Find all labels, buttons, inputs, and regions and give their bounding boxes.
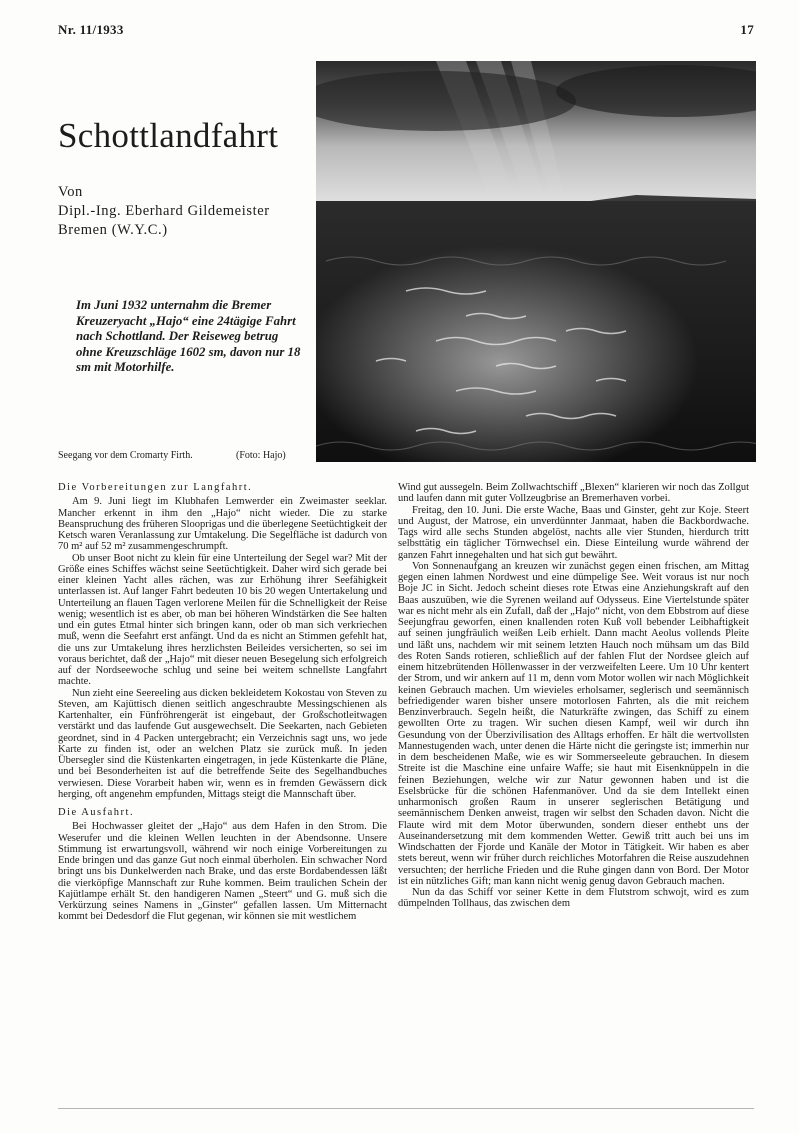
text-column-right	[398, 482, 749, 910]
paragraph: Bei Hochwasser gleitet der „Hajo“ aus dem Hafen in den Strom. Die Weserufer und die kleinen Wellen leuchten in der Abendsonne. Unsere Stimmung ist erwartungsvoll, während wir noch einige Vorbereitungen zu Ende bringen und das ganze Gut noch einmal überholen. Ein schwacher Nord bringt uns bis Dunkelwerden nach Brake, und das erste Bordabendessen läßt die vierköpfige Mannschaft zur Ruhe kommen. Beim traulichen Schein der Kajütlampe erhält St. den handigeren Namen „Steert“ und G. muß sich die Verkürzung seines Namens in „Ginster“ gefallen lassen. Um Mitternacht kommt bei Dedesdorf die Flut gegenan, wir können sie mit westlichem	[58, 821, 387, 923]
paragraph: Freitag, den 10. Juni. Die erste Wache, Baas und Ginster, geht zur Koje. Steert und August, der Matrose, ein unverdünnter Janmaat, haben die Backbordwache. Tags wird alle sechs Stunden abgelöst, nachts alle vier Stunden, hierdurch tritt selbsttätig ein täglicher Törnwechsel ein. Diese Einteilung wurde während der ganzen Fahrt innegehalten und hat sich gut bewährt.	[398, 504, 749, 561]
photo-caption: Seegang vor dem Cromarty Firth.	[58, 450, 193, 461]
byline-author: Dipl.-Ing. Eberhard Gildemeister	[58, 203, 270, 219]
article-title: Schottlandfahrt	[58, 116, 279, 155]
section-heading: Die Vorbereitungen zur Langfahrt.	[58, 482, 253, 493]
text-column-left	[58, 482, 387, 923]
page-number: 17	[740, 22, 754, 37]
byline-von: Von	[58, 184, 83, 200]
paragraph: Ob unser Boot nicht zu klein für eine Unterteilung der Segel war? Mit der Größe eines Schiffes wächst seine Seetüchtigkeit. Daher wird sich gerade bei einer kleinen Yacht alles rächen, was zur Erhöhung ihrer Seefähigkeit unterlassen ist. Auf langer Fahrt bedeuten 10 bis 20 wegen Untertakelung und Unterteilung an flauen Tagen verlorene Meilen für die Schnelligkeit der Reise wenig; wesentlich ist es aber, ob man bei höheren Windstärken die See halten und ein gutes Etmal hinter sich bringen kann, oder ob man sich verkriechen muß, wenn die Seefahrt erst anfängt. Und da es nicht an Stimmen gefehlt hat, die uns zur Umtakelung ihres herzlichsten Beileides versicherten, so sei im voraus berichtet, daß der „Hajo“ mit dieser neuen Besegelung sich erfolgreich auf der Nordseewoche schlug und seine bei weitem schnellste Langfahrt machte.	[58, 552, 387, 688]
section-heading: Die Ausfahrt.	[58, 807, 135, 818]
issue-number: Nr. 11/1933	[58, 22, 124, 37]
byline-club: Bremen (W.Y.C.)	[58, 222, 168, 238]
paragraph: Nun da das Schiff vor seiner Kette in dem Flutstrom schwojt, wird es zum dümpelnden Tollhaus, das zwischen dem	[398, 887, 749, 910]
sea-photo	[316, 61, 756, 462]
paragraph: Nun zieht eine Seereeling aus dicken bekleidetem Kokostau von Steven zu Steven, am Kajüttisch dienen seitlich angeschraubte Messingschienen als Kartenhalter, ein Fünfröhrengerät ist eingebaut, der Großschotleitwagen verstärkt und das laufende Gut ausgewechselt. Die Seekarten, nach Gebieten geordnet, sind in 4 Packen untergebracht; ein Verzeichnis sagt uns, wo jede Karte zu finden ist, oder an welchen Platz sie zurück muß. In jeden Übersegler sind die Küstenkarten eingetragen, in jede Küstenkarte die Pläne, und bei Besonderheiten ist auf die betreffende Seite des Segelhandbuches verwiesen. Diese Vorarbeit haben wir, wenn es in fremden Gewässern dick herging, oft angenehm empfunden, Mittags steigt die Mannschaft über.	[58, 687, 387, 800]
paragraph: Am 9. Juni liegt im Klubhafen Lemwerder ein Zweimaster seeklar. Mancher erkennt in ihm den „Hajo“ nicht wieder. Die zu starke Beanspruchung des früheren Slooprigas und die überlegene Seetüchtigkeit der Ketsch waren Veranlassung zur Umtakelung. Die Segelfläche ist dadurch von 70 m² auf 52 m² zusammengeschrumpft.	[58, 496, 387, 553]
photo-credit: (Foto: Hajo)	[236, 450, 286, 461]
byline	[58, 183, 270, 240]
footer-rule	[58, 1108, 754, 1109]
paragraph: Von Sonnenaufgang an kreuzen wir zunächst gegen einen frischen, am Mittag gegen einen lahmen Nordwest und eine dümpelige See. Weit voraus ist nur noch Boje JC in Sicht. Jedoch scheint dieses rote Etwas eine Anziehungskraft auf den Baas auszuüben, wie die Syrenen weiland auf Odysseus. Eine Viertelstunde später war es nicht mehr als ein Zufall, daß der „Hajo“ nicht, von dem Ebbstrom auf diese Seejungfrau geworfen, einen knallenden roten Kuß voll bebender Leibhaftigkeit auf seinen jungfräulich weißen Leib erhielt. Dann macht Aeolus vollends Pleite und läßt uns, nachdem wir mit seinem letzten Hauch noch mühsam um das Bild des Roten Sands rotieren, schließlich auf der fahlen Flut der Nordsee gleich auf einem hitzebrütenden Höllenwasser in der verzweifelten Leere. Um 10 Uhr kentert der Strom, und wir ankern auf 11 m, denn vom Motor wollen wir nach Möglichkeit keinen Gebrauch machen. Um wievieles erholsamer, seglerisch und seemännisch befriedigender waren bisher unsere motorlosen Fahrten, als die mit reichem Benzinverbrauch. Segeln heißt, die Naturkräfte zwingen, das Schiff zu einem gewollten Orte zu tragen. Wir suchen diesen Kampf, weil wir durch ihn Gesundung von der Überzivilisation des Alltags erhoffen. Er hält die wertvollsten Mannestugenden wach, unter denen die Härte nicht die geringste ist; immerhin nur in dem bescheidenen Maße, wie es wir Sommerseeleute gebrauchen. In diesem Streite ist die Maschine eine unfaire Waffe; sie haut mit Eisenknüppeln in die feinen Beziehungen, welche wir zur Natur gewonnen haben und ist die Eselsbrücke für die schönen Hafenmanöver. Und da sie dem Intellekt einen unharmonisch großen Raum in unserer seglerischen Betätigung und seemännischem Denken anweist, tragen wir selbst den Schaden davon. Nicht die Flaute wird mit dem Motor überwunden, sondern dieser enthebt uns der Auseinandersetzung mit dem kommenden Wetter. Gewiß tritt auch bei uns im Windschatten der Fjorde und Kanäle der Motor in Tätigkeit. Wir haben es aber stets bereut, wenn wir früher durch reichliches Motorfahren die Reise auszudehnen versuchten; der herrliche Frieden und die Ruhe gingen dann von Bord. Der Motor ist ein nützliches Gift; man kann nicht wenig genug davon Gebrauch machen.	[398, 560, 749, 887]
lead-paragraph: Im Juni 1932 unternahm die Bremer Kreuzeryacht „Hajo“ eine 24tägige Fahrt nach Schottland. Der Reiseweg betrug ohne Kreuzschläge 1602 sm, davon nur 18 sm mit Motorhilfe.	[76, 298, 301, 375]
paragraph: Wind gut aussegeln. Beim Zollwachtschiff „Blexen“ klarieren wir noch das Zollgut und laufen dann mit guter Vollzeugbrise an Bremerhaven vorbei.	[398, 482, 749, 505]
